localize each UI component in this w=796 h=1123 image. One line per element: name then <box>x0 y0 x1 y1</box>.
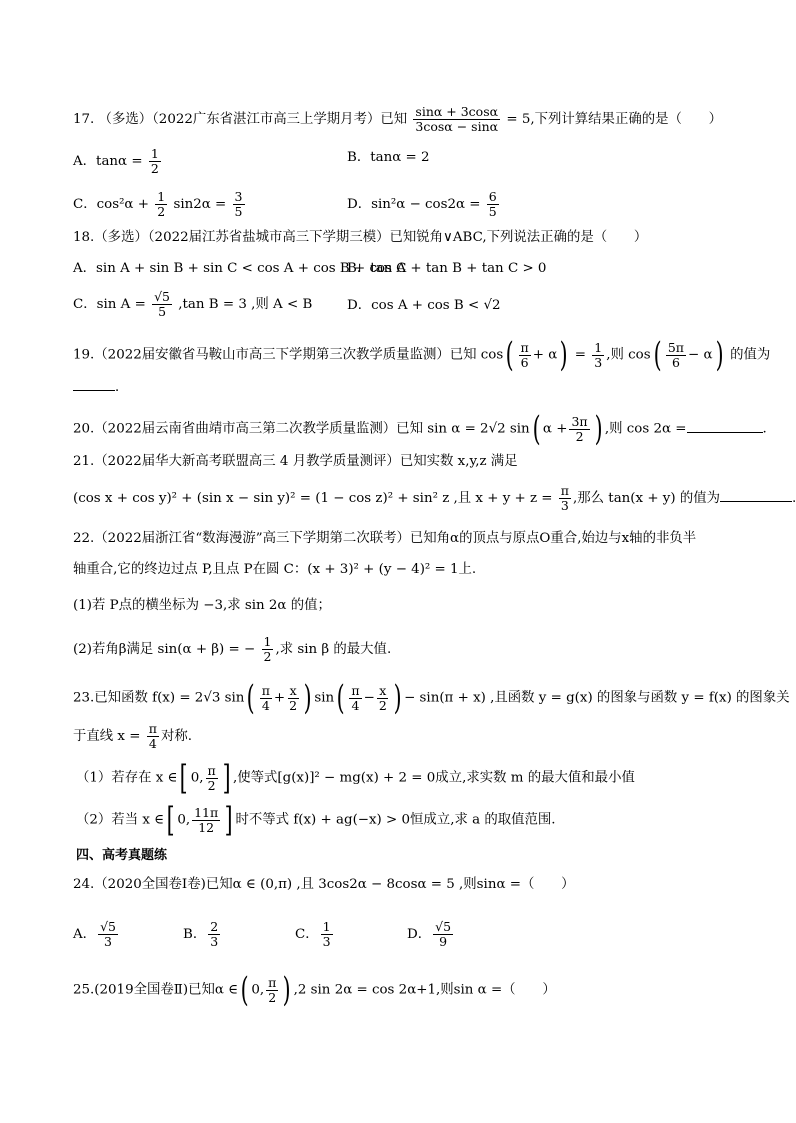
q23-line1: 23.已知函数 f(x) = 2√3 sin( $\frac{\pi}{4}$ + $\frac{x}{2}$ ) sin( $\frac{\pi}{4}$ − $\frac{x}{2}$ ) − sin(π + x) ,且函数 y = g(x) 的图象与函数 y = f(x) 的图象关 <box>73 678 790 718</box>
q23-sub1-den: 2 <box>207 777 216 793</box>
q23-f3-num: π <box>351 682 360 698</box>
q17-stem-text: 17. （多选）（2022广东省湛江市高三上学期月考）已知 <box>73 112 408 127</box>
q17-optD-den: 5 <box>488 204 497 219</box>
q20-expr-in: α + <box>542 421 568 437</box>
q24-optC-frac <box>321 920 333 949</box>
q24-optC-label: C． <box>295 927 319 942</box>
q24-optA-frac <box>98 920 118 949</box>
q25-frac <box>266 976 278 1005</box>
q17-optC-frac1 <box>155 190 167 219</box>
q17-optD-frac <box>487 190 499 219</box>
q23-sub1-num: π <box>207 762 216 778</box>
q21-equation <box>73 484 796 513</box>
q22-line1 <box>73 529 696 549</box>
q18-optD-text: D．cos A + cos B < √2 <box>347 298 501 313</box>
q17-optC-d2: 5 <box>234 204 243 219</box>
q23-f4 <box>377 684 389 713</box>
q23-sub1: （1）若存在 x ∈[ 0, $\frac{\pi}{2}$ ] ,使等式[g(x)]² − mg(x) + 2 = 0成立,求实数 m 的最大值和最小值 <box>76 758 635 798</box>
q19-stem-tail: 的值为 <box>730 347 771 363</box>
q18-optC-label: C．sin A = <box>73 297 146 312</box>
q25-stem-b: ,2 sin 2α = cos 2α+1,则sin α =（ ） <box>293 982 556 998</box>
q23-line1-a: 23.已知函数 f(x) = 2√3 sin <box>73 690 245 706</box>
q23-line2-a: 于直线 x = <box>73 729 141 744</box>
q17-option-a[interactable] <box>73 147 163 176</box>
q20-frac-den: 2 <box>575 428 584 444</box>
q17-optC-mid: sin2α = <box>173 197 227 212</box>
q23-f1-den: 4 <box>261 697 270 713</box>
q17-optC-label: C．cos²α + <box>73 197 149 212</box>
q19-eq: = <box>574 347 587 363</box>
q20-stem-text: 20.（2022届云南省曲靖市高三第二次教学质量监测）已知 <box>73 421 423 437</box>
q23-sub2-den: 12 <box>198 819 215 835</box>
q21-blank[interactable] <box>720 501 792 502</box>
q20-stem: 20.（2022届云南省曲靖市高三第二次教学质量监测）已知 sin α = 2√2 sin( α + $\frac{3\pi}{2}$ ) ,则 cos 2α = . <box>73 409 767 449</box>
q22-line1-text: 22.（2022届浙江省“数海漫游”高三下学期第二次联考）已知角α的顶点与原点O重合,始边与x轴的非负半 <box>73 531 697 546</box>
q23-sub2-b: 时不等式 f(x) + ag(−x) > 0恒成立,求 a 的取值范围. <box>235 812 556 828</box>
q19-cos2-post: − α <box>688 347 713 363</box>
q17-optB-text: B．tanα = 2 <box>347 150 430 165</box>
q22-sub1-text: (1)若 P点的横坐标为 −3,求 sin 2α 的值； <box>73 598 331 613</box>
q19-stem-text: 19.（2022届安徽省马鞍山市高三下学期第三次教学质量监测）已知 <box>73 347 477 363</box>
q21-stem-text: 21.（2022届华大新高考联盟高三 4 月教学质量测评）已知实数 x,y,z 满足 <box>73 454 518 469</box>
q17-optC-n2: 3 <box>234 189 243 204</box>
q23-l2-frac <box>147 722 159 751</box>
q21-eq-b: ,那么 tan(x + y) 的值为 <box>573 491 721 506</box>
q17-optC-frac2 <box>233 190 245 219</box>
q22-sub1 <box>73 596 331 616</box>
q21-eq-a: (cos x + cos y)² + (sin x − sin y)² = (1 − cos z)² + sin² z ,且 x + y + z = <box>73 491 553 506</box>
q24-optD-num: √5 <box>435 919 452 934</box>
q21-frac <box>559 484 571 513</box>
q18-optC-frac <box>152 290 172 319</box>
q19-then: ,则 <box>606 347 624 363</box>
q18-optC-post: ,tan B = 3 ,则 A < B <box>178 297 313 312</box>
q18-optC-den: 5 <box>158 304 167 319</box>
q24-optB-label: B． <box>183 927 207 942</box>
q25-frac-den: 2 <box>268 989 277 1005</box>
q18-option-b[interactable] <box>347 259 546 279</box>
q17-optC-n1: 1 <box>157 189 166 204</box>
q19-val-den: 3 <box>594 354 603 370</box>
q17-frac-den: 3cosα − sinα <box>415 119 499 134</box>
q24-optC-den: 3 <box>322 934 331 949</box>
q23-plus: + <box>273 690 286 706</box>
q18-optB-text: B．tan A + tan B + tan C > 0 <box>347 261 547 276</box>
q25-stem: 25.(2019全国卷Ⅱ)已知α ∈( 0, $\frac{\pi}{2}$ ) ,2 sin 2α = cos 2α+1,则sin α =（ ） <box>73 970 556 1010</box>
q22-sub2-num: 1 <box>263 634 272 649</box>
q20-blank[interactable] <box>687 432 763 433</box>
q17-optA-label: A．tanα = <box>73 154 143 169</box>
q23-minus: − <box>363 690 375 706</box>
q17-option-b[interactable] <box>347 148 430 168</box>
q24-optA-label: A． <box>73 927 97 942</box>
q17-optD-label: D．sin²α − cos2α = <box>347 197 481 212</box>
q17-optA-frac <box>149 147 161 176</box>
q23-f2-den: 2 <box>289 697 298 713</box>
q22-sub2-den: 2 <box>263 649 272 664</box>
q23-sub2-num: 11π <box>194 804 219 820</box>
q23-f2 <box>287 684 299 713</box>
q20-expr-a: sin α = 2√2 sin <box>427 421 530 437</box>
q24-option-c[interactable] <box>295 920 335 949</box>
q19-cos1: cos <box>480 347 504 363</box>
q19-frac2-num: 5π <box>667 339 685 355</box>
q23-l2-num: π <box>148 721 157 736</box>
q19-frac1-num: π <box>520 339 529 355</box>
q20-frac-num: 3π <box>571 413 588 429</box>
q21-stem <box>73 452 518 472</box>
q17-option-d[interactable] <box>347 190 501 219</box>
q23-sub2-frac <box>192 806 220 835</box>
q20-expr-b: ,则 cos 2α = <box>604 421 687 437</box>
q23-sub2-a: （2）若当 x ∈ <box>76 812 165 828</box>
q19-val-frac <box>592 341 604 370</box>
q23-sin: sin <box>314 690 335 706</box>
q17-frac-num: sinα + 3cosα <box>415 104 499 119</box>
q22-line2 <box>73 560 476 580</box>
q19-answer-line[interactable] <box>73 378 128 398</box>
q23-sub1-frac <box>206 764 218 793</box>
q19-frac1-den: 6 <box>520 354 529 370</box>
q18-option-c[interactable] <box>73 290 312 319</box>
q23-line2 <box>73 722 192 751</box>
q23-f3-den: 4 <box>351 697 360 713</box>
q18-option-d[interactable] <box>347 296 501 316</box>
q20-end: . <box>762 421 767 437</box>
q23-f3 <box>349 684 361 713</box>
q19-val-num: 1 <box>594 339 603 355</box>
q17-fraction <box>413 105 500 134</box>
q23-f2-num: x <box>289 682 297 698</box>
q21-frac-den: 3 <box>560 498 569 513</box>
q19-end: ． <box>115 380 129 395</box>
q24-optA-den: 3 <box>104 934 112 949</box>
q24-stem <box>73 875 575 895</box>
q23-line2-b: 对称. <box>160 729 192 744</box>
q23-sub1-b: ,使等式[g(x)]² − mg(x) + 2 = 0成立,求实数 m 的最大值和最小值 <box>232 770 635 786</box>
q23-sub1-int: 0, <box>190 770 204 786</box>
q23-sub1-a: （1）若存在 x ∈ <box>76 770 178 786</box>
q18-stem <box>73 228 647 248</box>
q19-cos1-post: + α <box>532 347 558 363</box>
q22-sub2 <box>73 635 391 664</box>
q23-sub2: （2）若当 x ∈[ 0, $\frac{11\pi}{12}$ ] 时不等式 f(x) + ag(−x) > 0恒成立,求 a 的取值范围. <box>76 800 556 840</box>
q17-option-c[interactable] <box>73 190 247 219</box>
q18-optC-num: √5 <box>154 289 171 304</box>
q22-line2-text: 轴重合,它的终边过点 P,且点 P在圆 C：(x + 3)² + (y − 4)² = 1上. <box>73 562 477 577</box>
q23-f1-num: π <box>261 682 270 698</box>
q22-sub2-b: ,求 sin β 的最大值. <box>275 642 392 657</box>
q17-stem <box>73 105 722 134</box>
q25-stem-a: 25.(2019全国卷Ⅱ)已知α ∈ <box>73 982 239 998</box>
q17-optA-den: 2 <box>150 161 159 176</box>
q24-optD-frac <box>433 920 453 949</box>
q23-l2-den: 4 <box>148 736 157 751</box>
q24-optB-num: 2 <box>210 919 219 934</box>
q18-optA-text: A．sin A + sin B + sin C < cos A + cos B + cos C <box>73 261 407 276</box>
q19-frac2-den: 6 <box>671 354 680 370</box>
q17-optA-num: 1 <box>150 146 159 161</box>
q24-stem-text: 24.（2020全国卷Ⅰ卷)已知α ∈ (0,π) ,且 3cos2α − 8cosα = 5 ,则sinα =（ ） <box>73 877 575 892</box>
section-heading: 四、高考真题练 <box>76 848 168 863</box>
q25-int: 0, <box>251 982 265 998</box>
q19-frac2 <box>666 341 686 370</box>
q24-optB-den: 3 <box>210 934 219 949</box>
q19-blank[interactable] <box>73 390 115 391</box>
q24-optB-frac <box>208 920 220 949</box>
q17-optD-num: 6 <box>488 189 497 204</box>
q24-option-a[interactable] <box>73 920 120 949</box>
q22-sub2-frac <box>262 635 274 664</box>
q21-frac-num: π <box>560 483 570 498</box>
q17-optC-d1: 2 <box>157 204 166 219</box>
q23-line1-b: − sin(π + x) ,且函数 y = g(x) 的图象与函数 y = f(x) 的图象关 <box>404 690 790 706</box>
q24-optA-num: √5 <box>100 919 116 934</box>
q23-f4-num: x <box>379 682 387 698</box>
q25-frac-num: π <box>268 974 277 990</box>
q24-optD-den: 9 <box>439 934 448 949</box>
q19-cos2: cos <box>628 347 651 363</box>
q23-sub2-int: 0, <box>177 812 191 828</box>
q24-option-d[interactable] <box>407 920 455 949</box>
q22-sub2-a: (2)若角β满足 sin(α + β) = − <box>73 642 256 657</box>
q24-optD-label: D． <box>407 927 432 942</box>
q24-optC-num: 1 <box>322 919 331 934</box>
q20-frac <box>569 415 589 444</box>
q24-option-b[interactable] <box>183 920 222 949</box>
q19-stem: 19.（2022届安徽省马鞍山市高三下学期第三次教学质量监测）已知 cos( $\frac{\pi}{6}$ + α) = $\frac{1}{3}$ ,则 cos( $\frac{5\pi}{6}$ − α) 的值为 <box>73 335 771 375</box>
q23-f4-den: 2 <box>378 697 387 713</box>
q21-end: . <box>792 491 796 506</box>
q17-stem-tail: = 5,下列计算结果正确的是（ ） <box>506 112 723 127</box>
q18-stem-text: 18.（多选）（2022届江苏省盐城市高三下学期三模）已知锐角∨ABC,下列说法正确的是（ ） <box>73 230 648 245</box>
q23-f1 <box>260 684 272 713</box>
q19-frac1 <box>519 341 531 370</box>
